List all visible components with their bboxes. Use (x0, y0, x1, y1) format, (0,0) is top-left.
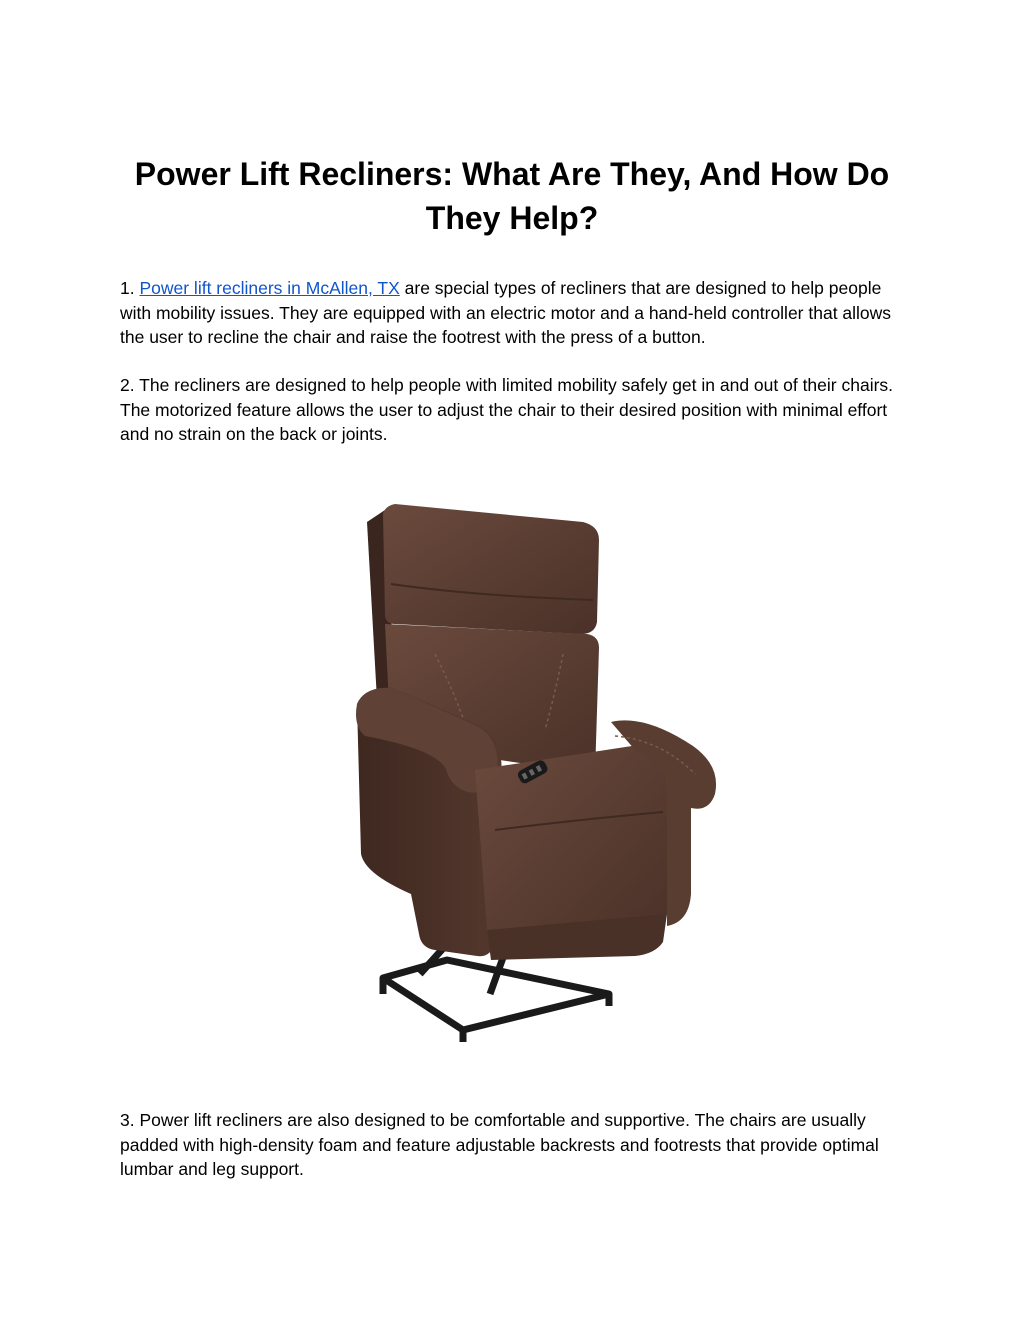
recliner-image (215, 474, 727, 1058)
headrest (383, 504, 599, 634)
paragraph-1 (120, 276, 910, 350)
recliners-mcallen-link[interactable]: Power lift recliners in McAllen, TX (139, 278, 400, 298)
paragraph-1-prefix: 1. (120, 278, 140, 298)
paragraph-2: 2. The recliners are designed to help people with limited mobility safely get in and out of their chairs. The motorized feature allows the user to adjust the chair to their desired position with minimal effort and no strain on the back or joints. (120, 375, 894, 444)
seat-cushion (475, 744, 667, 944)
paragraph-1-text: are special types of recliners that are designed to help people with mobility issues. They are equipped with an electric motor and a hand-held controller that allows the user to recline the chair and raise the footrest with the press of a button. (120, 278, 892, 347)
paragraph-3: 3. Power lift recliners are also designed to be comfortable and supportive. The chairs are usually padded with high-density foam and feature adjustable backrests and footrests that provide optimal lumbar and leg support. (120, 1110, 879, 1179)
document-title: Power Lift Recliners: What Are They, And How Do They Help? (134, 156, 890, 236)
